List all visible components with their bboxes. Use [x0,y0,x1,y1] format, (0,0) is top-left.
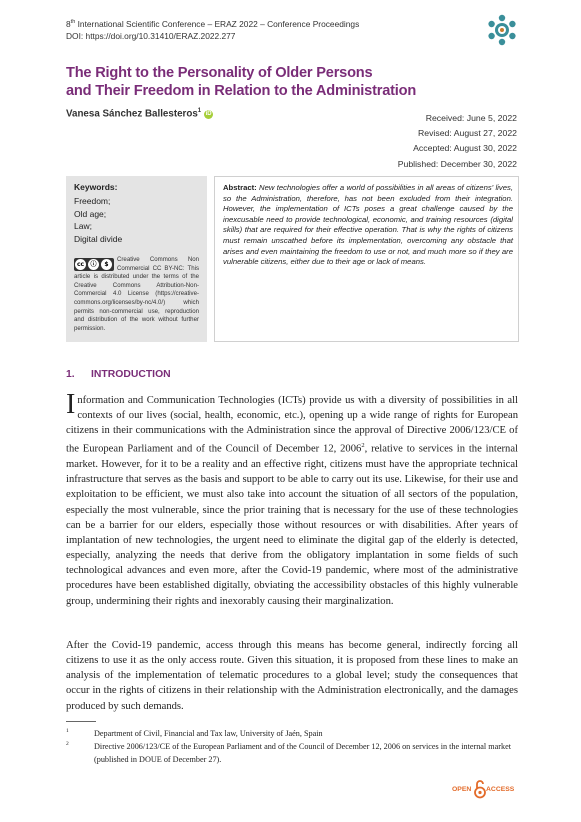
section-heading [66,369,171,380]
footnote-number: 1 [66,728,69,734]
keyword-item: Freedom; [74,196,111,206]
footnote-2 [66,741,518,766]
received-date: Received: June 5, 2022 [425,113,517,123]
orcid-icon[interactable]: iD [205,111,212,118]
paper-title [66,64,526,100]
open-access-lock-icon [474,779,486,799]
author-line [66,108,213,119]
publication-dates [398,111,517,172]
conference-line: 8th International Scientific Conference – ERAZ 2022 – Conference Proceedings [66,18,360,29]
section-number: 1. [66,369,75,380]
conference-logo-icon [486,14,518,46]
title-line-2: and Their Freedom in Relation to the Administration [66,83,417,99]
body-paragraph-2: After the Covid-19 pandemic, access through this means has become general, indirectly forcing all citizens to use it as the only access route. Given this situation, it is proposed from these lines to make an analysis of the implementation of telematic procedures to a global level; study the consequences that occur in the rights of citizens in their relationship with the Administration electronically, and the damages produced by such demands. [66,640,518,712]
footnote-text: Directive 2006/123/CE of the European Parliament and of the Council of December 12, 2006 on services in the internal market (published in DOUE of December 27). [94,742,511,764]
keyword-item: Law; [74,221,92,232]
license-text: Creative Commons Non Commercial CC BY-NC: This article is distributed under the terms of the Creative Commons Attribution-Non-Commercial 4.0 License (https://creative-commons.org/licenses/by-nc/4.0/) which permits non-commercial use, reproduction and distribution of the work without further permission. [74,256,199,332]
author-name: Vanesa Sánchez Ballesteros [66,108,198,120]
published-date: Published: December 30, 2022 [397,158,517,169]
keywords-list [74,195,122,245]
footnote-number: 2 [66,741,69,747]
drop-cap: I [66,389,76,420]
footnote-1 [66,728,518,741]
abstract-text: New technologies offer a world of possibilities in all areas of citizens' lives, so the Administration, therefore, has not been excluded from their integration. However, the implementation of ICTs poses a great challenge caused by the inexcusable need to provide technological, economic, and training resources (digital skills) that are required for their effective operation. That is why the rights of citizens must remain unscathed before its implementation, overcoming any obstacle that arises and even maintaining the freedom to use or not, and much more so if they are vulnerable citizens, either due to their age or lack of means. [223,183,513,267]
author-footnote-ref[interactable]: 1 [197,108,202,114]
footnote-ref-2[interactable]: 2 [361,442,365,450]
footnote-divider [66,721,96,722]
keywords-heading: Keywords: [74,182,118,192]
abstract-label: Abstract: [223,183,257,192]
keyword-item: Old age; [74,208,107,219]
accepted-date: Accepted: August 30, 2022 [413,143,517,154]
revised-date: Revised: August 27, 2022 [417,128,517,139]
section-title: INTRODUCTION [91,369,171,380]
doi-line[interactable]: DOI: https://doi.org/10.31410/ERAZ.2022.277 [66,31,236,42]
running-header [66,16,486,43]
keywords-sidebar [66,176,207,342]
open-access-badge[interactable] [452,779,522,801]
keyword-item: Digital divide [74,233,123,244]
open-label: OPEN [452,786,472,793]
title-line-1: The Right to the Personality of Older Persons [66,65,373,81]
cc-by-nc-icon[interactable]: cc ⓘ $ [74,258,114,271]
abstract [223,183,513,268]
footnote-text: Department of Civil, Financial and Tax law, University of Jaén, Spain [94,729,323,738]
body-paragraph-1: Information and Communication Technologies (ICTs) provide us with a diversity of possibilities in all contexts of our lives (social, health, economic, etc.), opening up a wide range of rights for European citizens in their communications with the Administration since the approval of Directive 2006/123/CE of the European Parliament and of the Council of December 12, 2006$^2$, relative to services in the internal market. However, for it to be a reality and an effective right, citizens must have the appropriate technical infrastructure that serves as the basis and support to be able to carry out its use. Likewise, for their use and exploitation to be efficient, we must also take into account the situation of all sectors of the population, especially the most vulnerable, since the prior training that is necessary for the use of these technologies can be a barrier for our elders, especially those without resources or with disabilities. After years of implantation of new technologies, the urgent need to eliminate the digital gap of the elderly is detected, especially, analyzing the needs that derive from the obligatory implantation in some fields of such technological advances and even more, after the Covid-19 pandemic, where most of the administrative procedures have been established digitally, obviating the accessibility obstacles of this highly vulnerable group, undermining their rights and inexorably causing their marginalization. [66,389,518,607]
access-label: ACCESS [486,786,515,793]
